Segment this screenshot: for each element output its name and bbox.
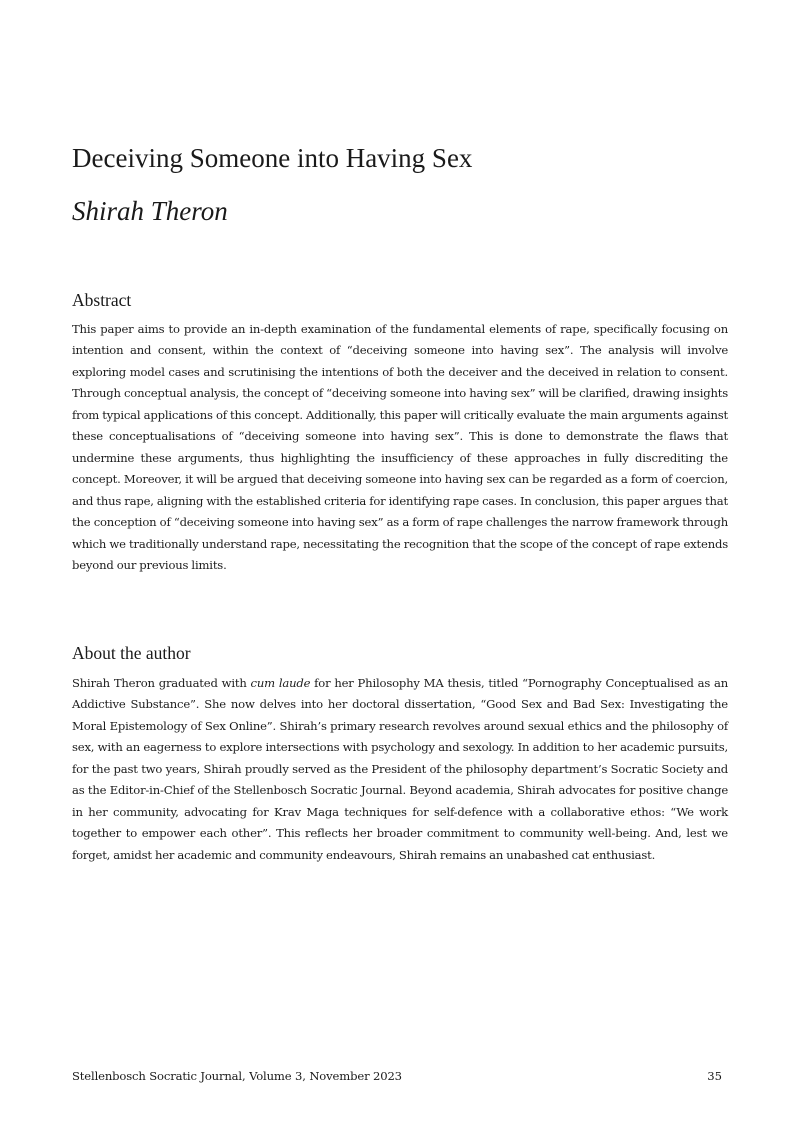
abstract-text: This paper aims to provide an in-depth examination of the fundamental elements of rape, specifically focusing on intention and consent, within the context of “deceiving someone into having sex”. The analysis will involve exploring model cases and scrutinising the intentions of both the deceiver and the deceived in relation to consent. Through conceptual analysis, the concept of “deceiving someone into having sex” will be clarified, drawing insights from typical applications of this concept. Additionally, this paper will critically evaluate the main arguments against these conceptualisations of “deceiving someone into having sex”. This is done to demonstrate the flaws that undermine these arguments, thus highlighting the insufficiency of these approaches in fully discrediting the concept. Moreover, it will be argued that deceiving someone into having sex can be regarded as a form of coercion, and thus rape, aligning with the established criteria for identifying rape cases. In conclusion, this paper argues that the conception of “deceiving someone into having sex” as a form of rape challenges the narrow framework through which we traditionally understand rape, necessitating the recognition that the scope of the concept of rape extends beyond our previous limits. (72, 322, 728, 572)
article-title: Deceiving Someone into Having Sex (72, 143, 473, 173)
about-text-start: Shirah Theron graduated with (72, 676, 251, 690)
article-author: Shirah Theron (72, 196, 228, 226)
about-text-emphasis: cum laude (250, 676, 311, 690)
about-author-text (72, 673, 728, 866)
journal-page (72, 0, 728, 1131)
abstract-heading: Abstract (72, 290, 132, 310)
about-text-rest: for her Philosophy MA thesis, titled “Pornography Conceptualised as an Addictive Substance”. She now delves into her doctoral dissertation, “Good Sex and Bad Sex: Investigating the Moral Epistemology of Sex Online”. Shirah’s primary research revolves around sexual ethics and the philosophy of sex, with an eagerness to explore intersections with psychology and sexology. In addition to her academic pursuits, for the past two years, Shirah proudly served as the President of the philosophy department’s Socratic Society and as the Editor-in-Chief of the Stellenbosch Socratic Journal. Beyond academia, Shirah advocates for positive change in her community, advocating for Krav Maga techniques for self-defence with a collaborative ethos: “We work together to empower each other”. This reflects her broader commitment to community well-being. And, lest we forget, amidst her academic and community endeavours, Shirah remains an unabashed cat enthusiast. (72, 676, 728, 862)
page-number: 35 (707, 1069, 722, 1083)
about-author-heading: About the author (72, 643, 191, 663)
footer-journal-info: Stellenbosch Socratic Journal, Volume 3, November 2023 (72, 1069, 402, 1083)
